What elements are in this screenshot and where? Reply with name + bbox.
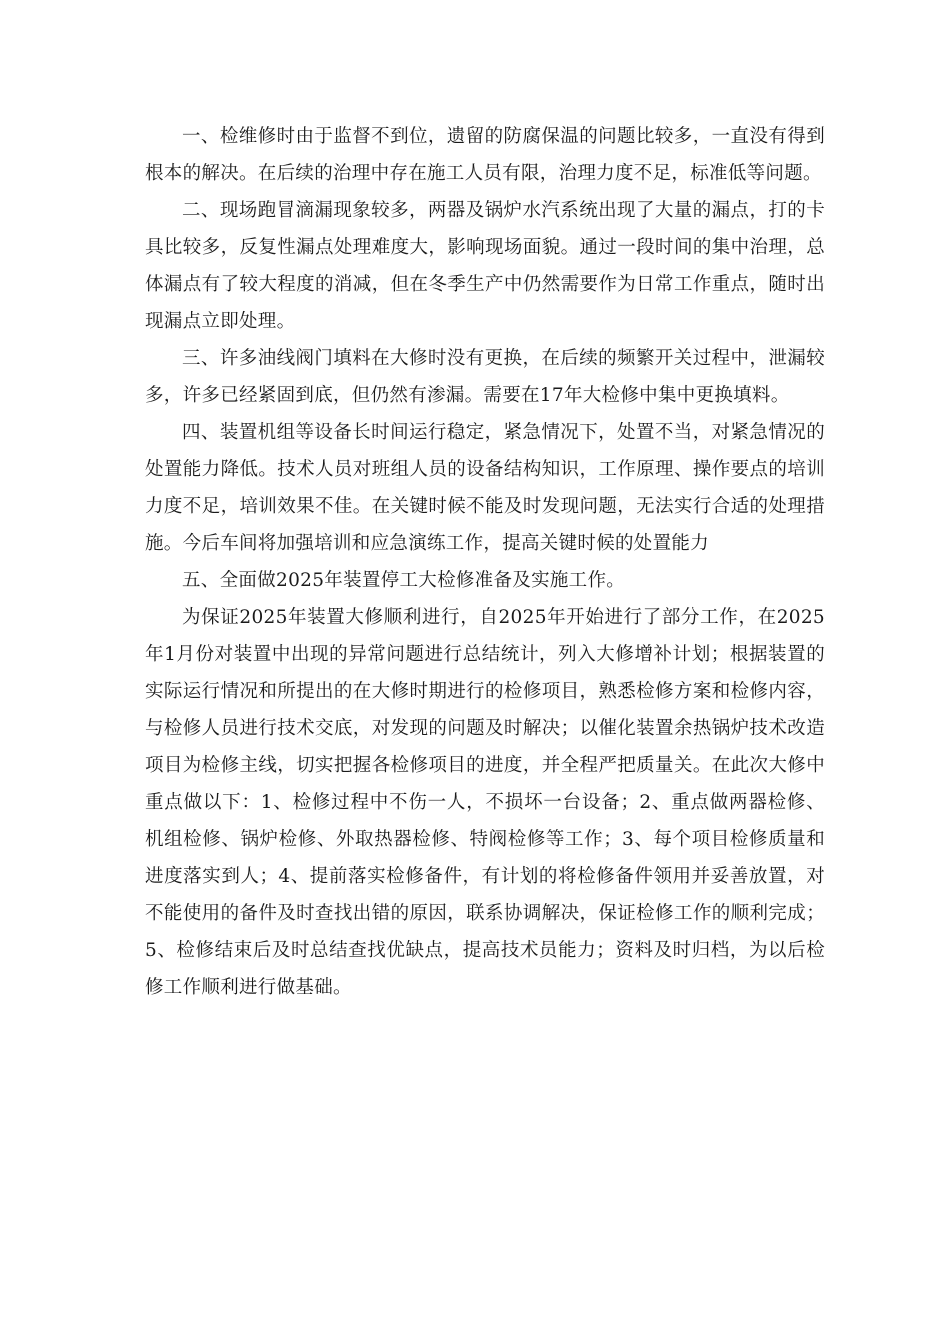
document-body xyxy=(145,118,825,1006)
paragraph-5: 五、全面做2025年装置停工大检修准备及实施工作。 xyxy=(182,570,626,591)
paragraph-4: 四、装置机组等设备长时间运行稳定，紧急情况下，处置不当，对紧急情况的处置能力降低。技术人员对班组人员的设备结构知识，工作原理、操作要点的培训力度不足，培训效果不佳。在关键时候不能及时发现问题，无法实行合适的处理措施。今后车间将加强培训和应急演练工作，提高关键时候的处置能力 xyxy=(145,422,825,554)
paragraph-3: 三、许多油线阀门填料在大修时没有更换，在后续的频繁开关过程中，泄漏较多，许多已经紧固到底，但仍然有渗漏。需要在17年大检修中集中更换填料。 xyxy=(145,348,825,406)
paragraph-2: 二、现场跑冒滴漏现象较多，两器及锅炉水汽系统出现了大量的漏点，打的卡具比较多，反复性漏点处理难度大，影响现场面貌。通过一段时间的集中治理，总体漏点有了较大程度的消减，但在冬季生产中仍然需要作为日常工作重点，随时出现漏点立即处理。 xyxy=(145,200,825,332)
paragraph-1: 一、检维修时由于监督不到位，遗留的防腐保温的问题比较多，一直没有得到根本的解决。在后续的治理中存在施工人员有限，治理力度不足，标准低等问题。 xyxy=(145,126,825,184)
paragraph-6: 为保证2025年装置大修顺利进行，自2025年开始进行了部分工作，在2025年1月份对装置中出现的异常问题进行总结统计，列入大修增补计划；根据装置的实际运行情况和所提出的在大修时期进行的检修项目，熟悉检修方案和检修内容，与检修人员进行技术交底，对发现的问题及时解决；以催化装置余热锅炉技术改造项目为检修主线，切实把握各检修项目的进度，并全程严把质量关。在此次大修中重点做以下：1、检修过程中不伤一人，不损坏一台设备；2、重点做两器检修、机组检修、锅炉检修、外取热器检修、特阀检修等工作；3、每个项目检修质量和进度落实到人；4、提前落实检修备件，有计划的将检修备件领用并妥善放置，对不能使用的备件及时查找出错的原因，联系协调解决，保证检修工作的顺利完成；5、检修结束后及时总结查找优缺点，提高技术员能力；资料及时归档，为以后检修工作顺利进行做基础。 xyxy=(145,607,825,998)
